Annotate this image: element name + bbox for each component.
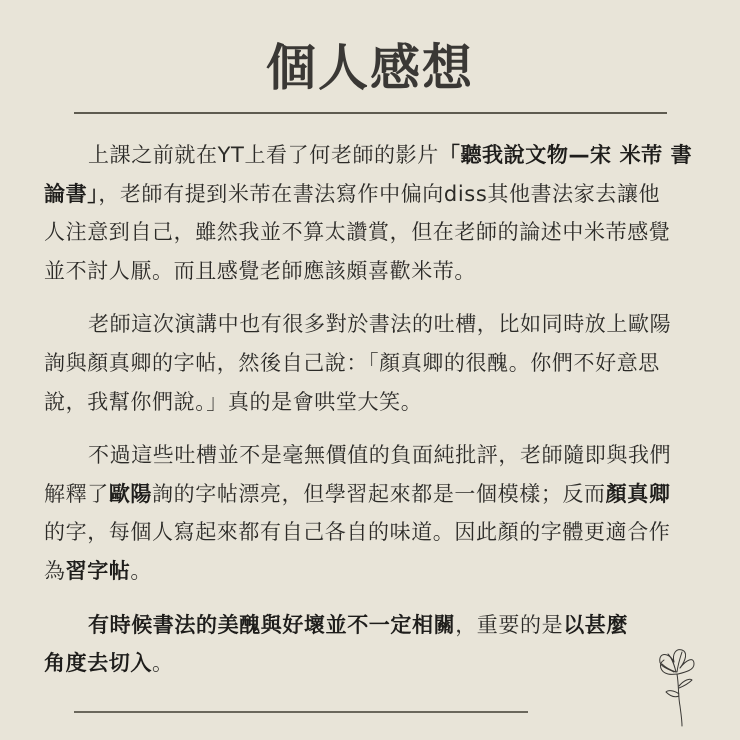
text-segment: 說，我幫你們說。」真的是會哄堂大笑。	[44, 389, 423, 414]
paragraph-3	[44, 436, 704, 590]
paragraph-line	[44, 383, 704, 422]
paragraph-4	[44, 606, 704, 683]
text-segment: 的字，每個人寫起來都有自己各自的味道。因此顏的字體更適合作	[44, 520, 671, 545]
text-segment: ，老師有提到米芾在書法寫作中偏向diss其他書法家去讓他	[98, 181, 661, 206]
text-segment: 為	[44, 558, 66, 583]
paragraph-line	[44, 252, 704, 291]
paragraph-line	[44, 436, 704, 475]
paragraph-line	[44, 305, 704, 344]
text-segment: 詢的字帖漂亮，但學習起來都是一個模樣；反而	[152, 481, 606, 506]
paragraph-line	[44, 644, 704, 683]
paragraph-line	[44, 175, 704, 214]
paragraph-1	[44, 136, 704, 290]
text-segment: 解釋了	[44, 481, 109, 506]
text-segment: 不過這些吐槽並不是毫無價值的負面純批評，老師隨即與我們	[88, 443, 672, 468]
paragraph-line	[44, 513, 704, 552]
flower-line-drawing-icon	[652, 644, 700, 728]
text-segment: 詢與顏真卿的字帖，然後自己說：「顏真卿的很醜。你們不好意思	[44, 350, 660, 375]
text-segment: 。	[130, 558, 153, 583]
paragraph-2	[44, 305, 704, 421]
page-title: 個人感想	[266, 39, 474, 97]
paragraph-line	[44, 136, 704, 175]
video-title-highlight: 論書」	[44, 181, 99, 206]
text-segment: 並不討人厭。而且感覺老師應該頗喜歡米芾。	[44, 258, 476, 283]
paragraph-line	[44, 606, 704, 645]
title-divider	[74, 112, 667, 114]
text-segment: 人注意到自己，雖然我並不算太讚賞，但在老師的論述中米芾感覺	[44, 220, 671, 245]
reflection-body	[44, 136, 704, 698]
paragraph-line	[44, 213, 704, 252]
video-title-highlight: 「聽我說文物—宋 米芾 書	[438, 143, 693, 167]
emphasis-ouyang: 歐陽	[108, 481, 153, 506]
paragraph-line	[44, 552, 704, 591]
paragraph-line	[44, 475, 704, 514]
text-segment: ，重要的是	[455, 612, 564, 637]
conclusion-emphasis: 角度去切入	[44, 651, 152, 676]
conclusion-emphasis: 以甚麼	[563, 612, 629, 637]
paragraph-line	[44, 344, 704, 383]
text-segment: 上課之前就在YT上看了何老師的影片	[88, 143, 439, 167]
conclusion-emphasis: 有時候書法的美醜與好壞並不一定相關	[88, 612, 456, 637]
footer-divider	[74, 711, 528, 713]
emphasis-copybook: 習字帖	[65, 558, 131, 583]
text-segment: 老師這次演講中也有很多對於書法的吐槽，比如同時放上歐陽	[88, 312, 672, 337]
text-segment: 。	[152, 651, 174, 676]
emphasis-yan-zhenqing: 顏真卿	[605, 481, 671, 506]
